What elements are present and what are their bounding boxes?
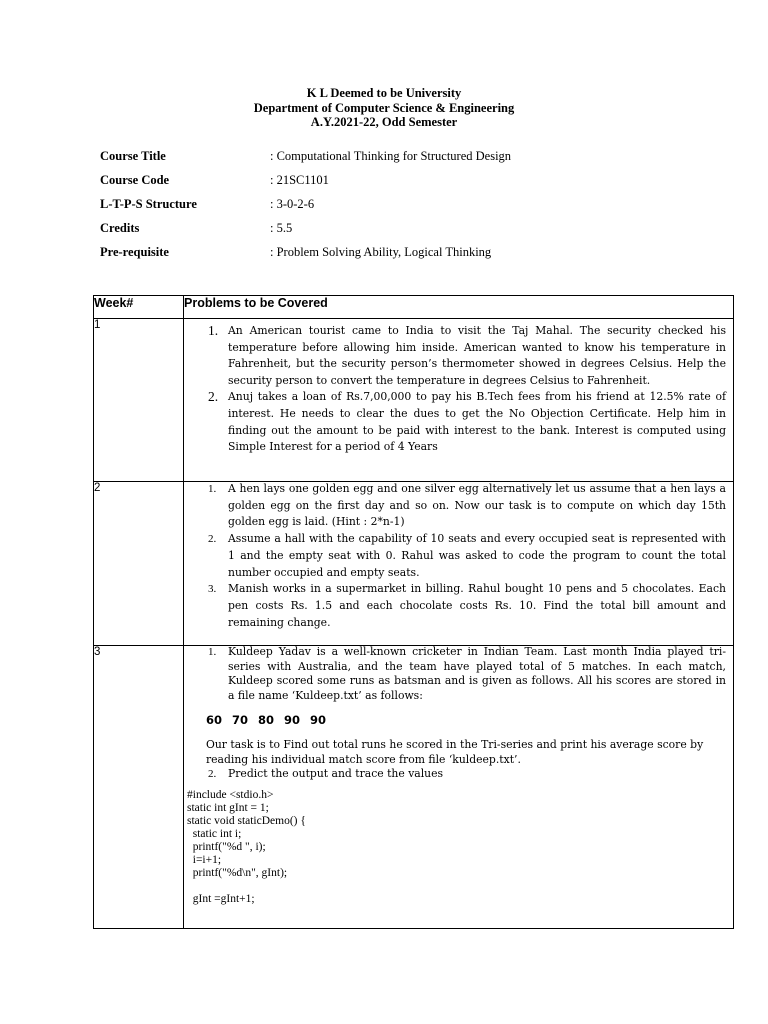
table-header-row <box>94 296 734 319</box>
problem-list <box>184 481 726 631</box>
week-number: 3 <box>94 646 184 929</box>
prerequisite-label: Pre-requisite <box>100 245 169 259</box>
course-title-value: : Computational Thinking for Structured Design <box>270 149 512 163</box>
code-line: static void staticDemo() { <box>187 814 306 827</box>
problem-text: Assume a hall with the capability of 10 seats and every occupied seat is represented with 1 and the empty seat with 0. Rahul was asked to code the program to count the total number occupied and empty seats. <box>228 532 726 579</box>
list-item <box>184 531 726 581</box>
code-block <box>187 789 726 906</box>
table-row <box>94 319 734 482</box>
table-row <box>94 482 734 646</box>
item-number: 1. <box>208 483 217 495</box>
item-number: 2. <box>208 533 217 546</box>
week-problems <box>184 482 734 646</box>
code-line <box>187 880 726 893</box>
item-number: 2. <box>208 768 217 781</box>
problems-column-header: Problems to be Covered <box>184 296 734 319</box>
credits-value: : 5.5 <box>270 221 293 235</box>
problem-text: Anuj takes a loan of Rs.7,00,000 to pay his B.Tech fees from his friend at 12.5% rate of interest. He needs to clear the dues to get the No Objection Certificate. Help him in finding out the amount to be paid with interest to the bank. Interest is computed using Simple Interest for a period of 4 Years <box>228 390 726 454</box>
ltps-value: : 3-0-2-6 <box>270 197 315 211</box>
department-name: Department of Computer Science & Engineering <box>253 100 515 115</box>
week-number: 2 <box>94 482 184 646</box>
week-problems <box>184 319 734 482</box>
problem-text: Kuldeep Yadav is a well-known cricketer in Indian Team. Last month India played tri-series with Australia, and the team have played total of 5 matches. In each match, Kuldeep scored some runs as batsman and is given as follows. All his scores are stored in a file name ‘Kuldeep.txt’ as follows: <box>228 645 726 702</box>
item-number: 1. <box>208 323 219 338</box>
list-item <box>184 481 726 531</box>
course-code-label: Course Code <box>100 173 170 187</box>
code-line: static int gInt = 1; <box>187 801 269 814</box>
problem-list <box>184 767 726 782</box>
list-item <box>184 581 726 631</box>
list-item <box>184 645 726 703</box>
code-line: #include <stdio.h> <box>187 788 274 801</box>
prerequisite-value: : Problem Solving Ability, Logical Thinking <box>270 245 492 259</box>
list-item <box>184 389 726 455</box>
week-problems <box>184 646 734 929</box>
code-line: i=i+1; <box>187 853 222 866</box>
code-line: printf("%d ", i); <box>187 840 266 853</box>
week-number: 1 <box>94 319 184 482</box>
problem-list <box>184 645 726 703</box>
ltps-label: L-T-P-S Structure <box>100 197 197 211</box>
problem-text: A hen lays one golden egg and one silver egg alternatively let us assume that a hen lays a golden egg on the first day and so on. Now our task is to compute on which day 15th golden egg is laid. (Hint : 2*n-1) <box>228 482 726 529</box>
course-title-label: Course Title <box>100 149 166 163</box>
item-number: 3. <box>208 583 217 596</box>
problem-list <box>184 323 726 456</box>
list-item <box>184 767 726 782</box>
problem-text: An American tourist came to India to visit the Taj Mahal. The security checked his temperature before allowing him inside. American wanted to know his temperature in Fahrenheit, but the security person’s thermometer showed in degrees Celsius. Help the security person to convert the temperature in degrees Celsius to Fahrenheit. <box>228 324 726 387</box>
academic-year: A.Y.2021-22, Odd Semester <box>310 115 458 129</box>
document-header <box>0 86 768 130</box>
task-text: Our task is to Find out total runs he scored in the Tri-series and print his average score by reading his individual match score from file ‘kuldeep.txt’. <box>206 737 704 766</box>
problem-text: Predict the output and trace the values <box>228 767 444 781</box>
course-code-value: : 21SC1101 <box>270 173 329 187</box>
credits-label: Credits <box>100 221 140 235</box>
problem-text: Manish works in a supermarket in billing. Rahul bought 10 pens and 5 chocolates. Each pen costs Rs. 1.5 and each chocolate costs Rs. 10. Find the total bill amount and remaining change. <box>228 582 726 629</box>
university-name: K L Deemed to be University <box>306 86 462 100</box>
table-row <box>94 646 734 929</box>
code-line: gInt =gInt+1; <box>187 892 255 905</box>
item-number: 1. <box>208 646 217 658</box>
code-line: printf("%d\n", gInt); <box>187 866 288 879</box>
week-column-header: Week# <box>94 296 184 319</box>
code-line: static int i; <box>187 827 242 840</box>
scores-line: 60 70 80 90 90 <box>206 713 327 728</box>
syllabus-table <box>93 295 734 929</box>
list-item <box>184 323 726 389</box>
item-number: 2. <box>208 389 219 405</box>
